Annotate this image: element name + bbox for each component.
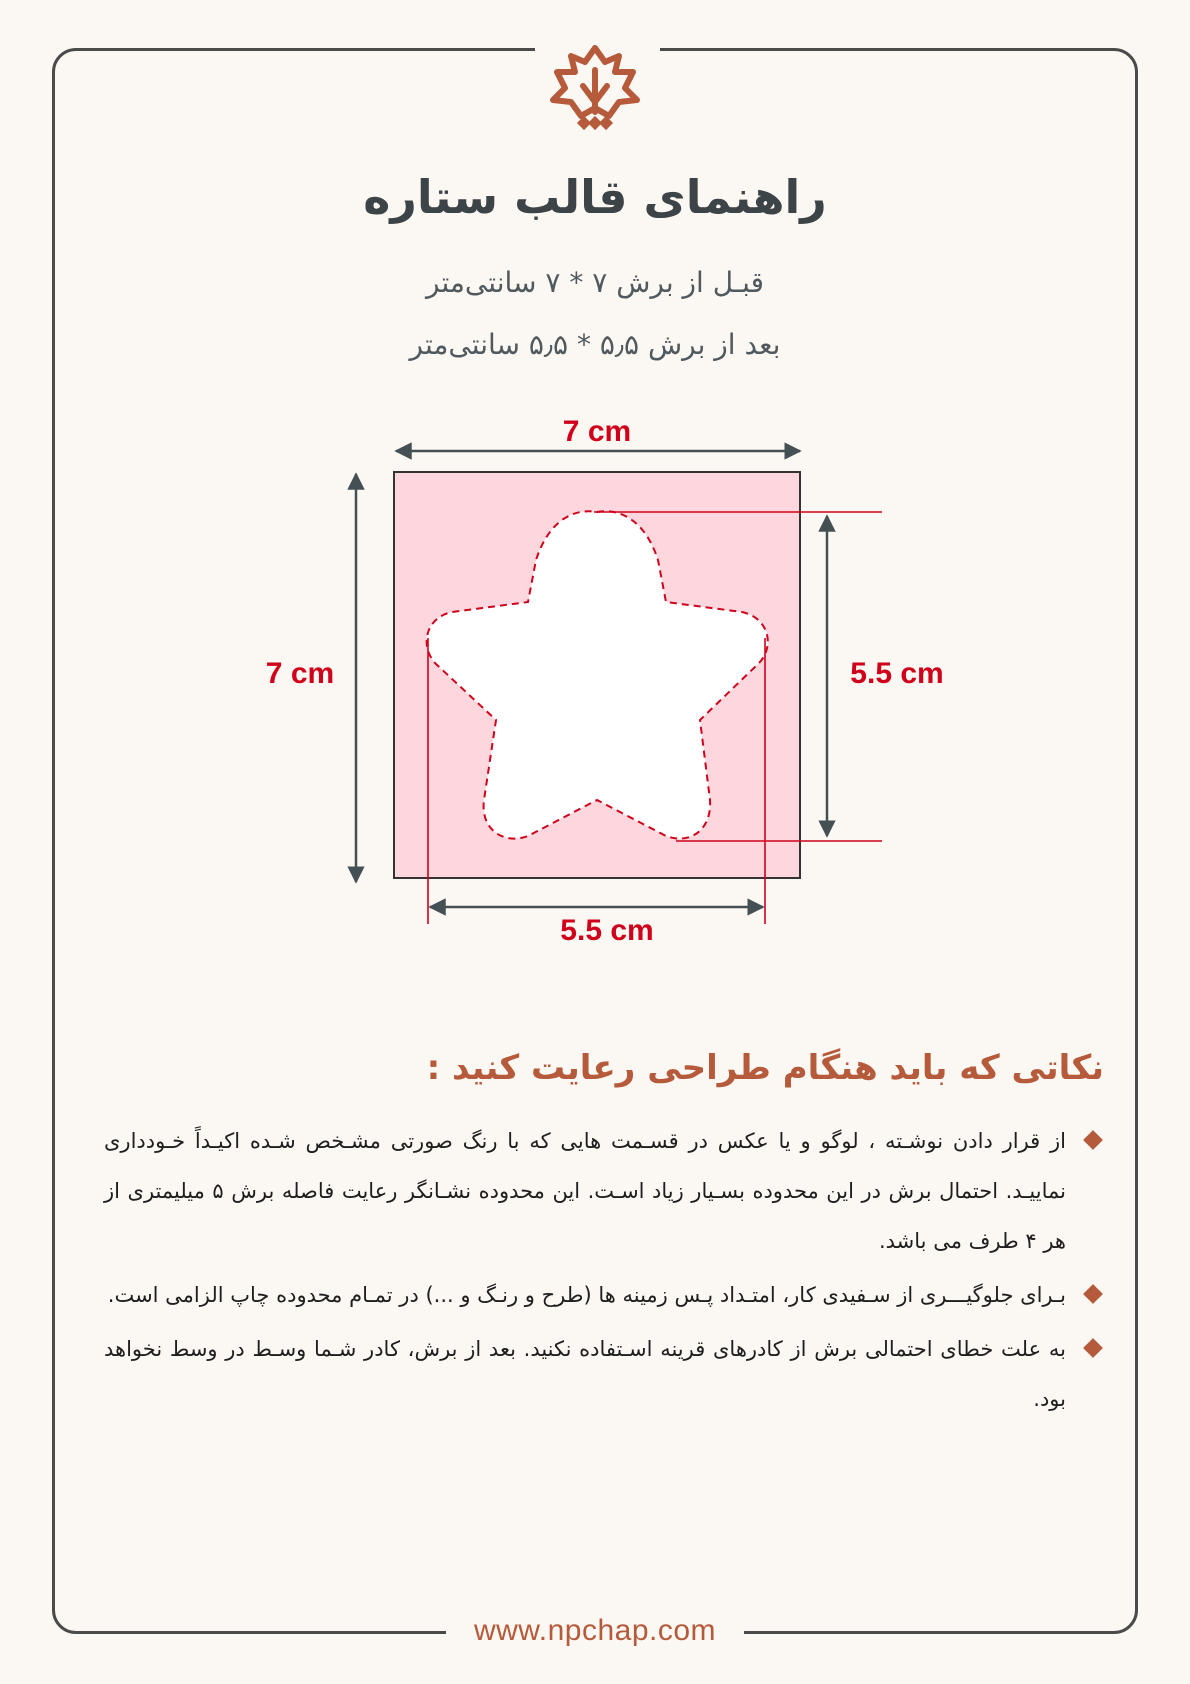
note-text: به علت خطای احتمالی برش از کادرهای قرینه اسـتفاده نکنید. بعد از برش، کادر شـما وسـط در وسط نخواهد بود.	[104, 1337, 1066, 1411]
notes-title: نکاتی که باید هنگام طراحی رعایت کنید :	[426, 1048, 1104, 1088]
note-item	[104, 1116, 1104, 1266]
note-text: از قرار دادن نوشـته ، لوگو و یا عکس در قسـمت هایی که با رنگ صورتی مشـخص شـده اکیـداً خـودداری نماییـد. احتمال برش در این محدوده بسـیار زیاد اسـت. این محدوده نشـانگر رعایت فاصله برش ۵ میلیمتری از هر ۴ طرف می باشد.	[104, 1129, 1067, 1253]
label-outer-width: 7 cm	[562, 415, 632, 448]
diamond-bullet-icon	[1083, 1130, 1103, 1150]
brand-logo-icon	[545, 42, 645, 142]
note-text: بـرای جلوگیـــری از سـفیدی کار، امتـداد پـس زمینه ها (طرح و رنـگ و ...) در تمـام محدوده چاپ الزامی است.	[107, 1283, 1066, 1307]
page-title: راهنمای قالب ستاره	[363, 170, 827, 224]
notes-list	[104, 1116, 1104, 1428]
size-after-cut: بعد از برش ۵٫۵ * ۵٫۵ سانتی‌متر	[409, 328, 781, 361]
note-item	[104, 1270, 1104, 1320]
label-outer-height: 7 cm	[265, 657, 335, 690]
label-inner-height: 5.5 cm	[850, 657, 944, 690]
diamond-bullet-icon	[1083, 1284, 1103, 1304]
note-item	[104, 1324, 1104, 1424]
diamond-bullet-icon	[1083, 1338, 1103, 1358]
label-inner-width: 5.5 cm	[560, 914, 654, 947]
star-template-diagram	[0, 400, 1190, 960]
size-before-cut: قبـل از برش ۷ * ۷ سانتی‌متر	[426, 266, 764, 299]
footer-website-link[interactable]: www.npchap.com	[473, 1614, 717, 1647]
